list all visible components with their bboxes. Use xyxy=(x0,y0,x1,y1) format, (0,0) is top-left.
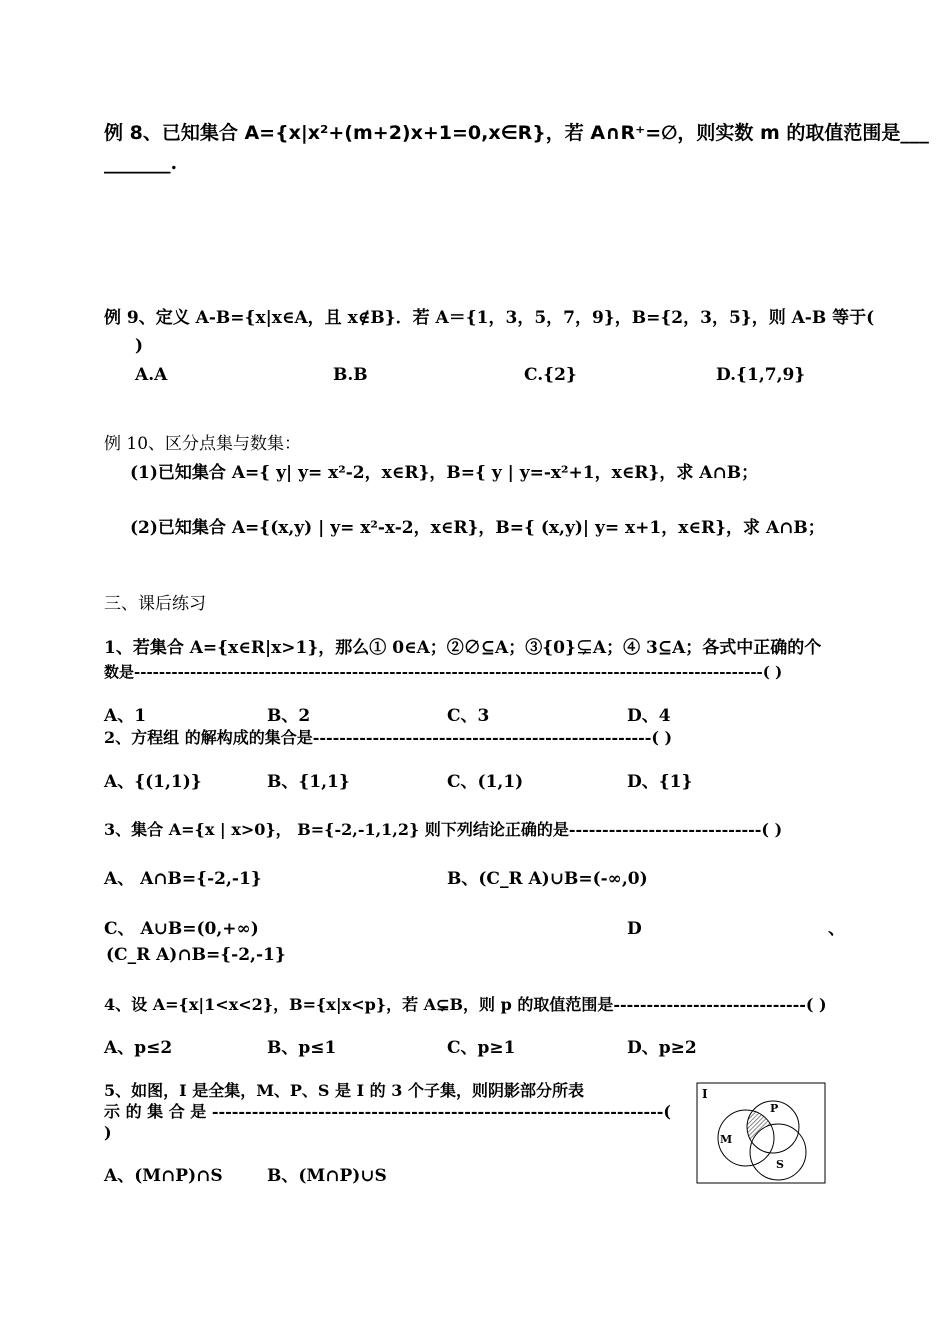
section3-title: 三、课后练习 xyxy=(104,594,206,614)
p3-option-d-sep: 、 xyxy=(828,919,845,939)
ex8-line1: 例 8、已知集合 A={x|x²+(m+2)x+1=0,x∈R}，若 A∩R⁺=∅，则实数 m 的取值范围是___ xyxy=(104,122,929,144)
p3-option-d-text: (C_R A)∩B={-2,-1} xyxy=(106,945,286,965)
venn-universe-box xyxy=(697,1083,825,1183)
p1-option-b: B、2 xyxy=(267,706,311,726)
p4-line1: 4、设 A={x|1<x<2}，B={x|x<p}，若 A⊊B，则 p 的取值范围是-----------------------------( ) xyxy=(104,995,827,1014)
p1-option-a: A、1 xyxy=(104,706,147,726)
p1-option-d: D、4 xyxy=(627,706,671,726)
p3-line1: 3、集合 A={x | x>0}， B={-2,-1,1,2} 则下列结论正确的是-----------------------------( ) xyxy=(104,820,783,839)
p4-option-d: D、p≥2 xyxy=(627,1038,697,1058)
p3-option-c: C、 A∪B=(0,+∞) xyxy=(104,919,259,939)
p5-line3: ) xyxy=(104,1123,112,1142)
ex10-q1: (1)已知集合 A={ y| y= x²-2，x∈R}，B={ y | y=-x²+1，x∈R}，求 A∩B； xyxy=(130,463,759,483)
p3-option-a: A、 A∩B={-2,-1} xyxy=(104,869,262,889)
ex9-line1: 例 9、定义 A-B={x|x∈A，且 x∉B}．若 A＝{1，3，5，7，9}，B={2，3，5}，则 A-B 等于( xyxy=(104,308,875,328)
p3-option-d: D xyxy=(627,919,642,939)
p5-line1: 5、如图，I 是全集，M、P、S 是 I 的 3 个子集，则阴影部分所表 xyxy=(104,1081,584,1100)
p4-option-b: B、p≤1 xyxy=(267,1038,337,1058)
ex9-option-a: A.A xyxy=(135,365,168,385)
venn-label-m: M xyxy=(720,1133,733,1146)
venn-label-i: I xyxy=(702,1087,708,1101)
p5-option-a: A、(M∩P)∩S xyxy=(104,1166,223,1186)
p5-line2: 示 的 集 合 是 --------------------------------------------------------------------( xyxy=(104,1102,671,1121)
ex9-option-c: C.{2} xyxy=(524,365,577,385)
p2-option-d: D、{1} xyxy=(627,772,693,792)
venn-diagram xyxy=(696,1082,826,1184)
p3-option-b: B、(C_R A)∪B=(-∞,0) xyxy=(447,869,648,889)
p2-line1: 2、方程组 的解构成的集合是---------------------------------------------------( ) xyxy=(104,728,673,747)
venn-label-s: S xyxy=(776,1158,784,1171)
p1-line2: 数是-----------------------------------------------------------------------------------------------------( ) xyxy=(104,663,783,681)
p5-option-b: B、(M∩P)∪S xyxy=(267,1166,387,1186)
ex8-line2: _______. xyxy=(104,152,178,174)
p1-line1: 1、若集合 A={x∈R|x>1}，那么① 0∈A；②∅⊆A；③{0}⊊A；④ 3⊆A；各式中正确的个 xyxy=(104,638,822,658)
ex10-q2: (2)已知集合 A={(x,y) | y= x²-x-2，x∈R}，B={ (x,y)| y= x+1，x∈R}，求 A∩B； xyxy=(130,518,825,538)
ex9-option-d: D.{1,7,9} xyxy=(716,365,806,385)
ex9-line2: ) xyxy=(135,336,144,356)
p2-option-b: B、{1,1} xyxy=(267,772,350,792)
p2-option-a: A、{(1,1)} xyxy=(104,772,202,792)
ex9-option-b: B.B xyxy=(333,365,368,385)
p1-option-c: C、3 xyxy=(447,706,490,726)
ex10-title: 例 10、区分点集与数集： xyxy=(104,434,302,454)
p4-option-a: A、p≤2 xyxy=(104,1038,173,1058)
p2-option-c: C、(1,1) xyxy=(447,772,524,792)
venn-label-p: P xyxy=(770,1102,779,1115)
p4-option-c: C、p≥1 xyxy=(447,1038,516,1058)
